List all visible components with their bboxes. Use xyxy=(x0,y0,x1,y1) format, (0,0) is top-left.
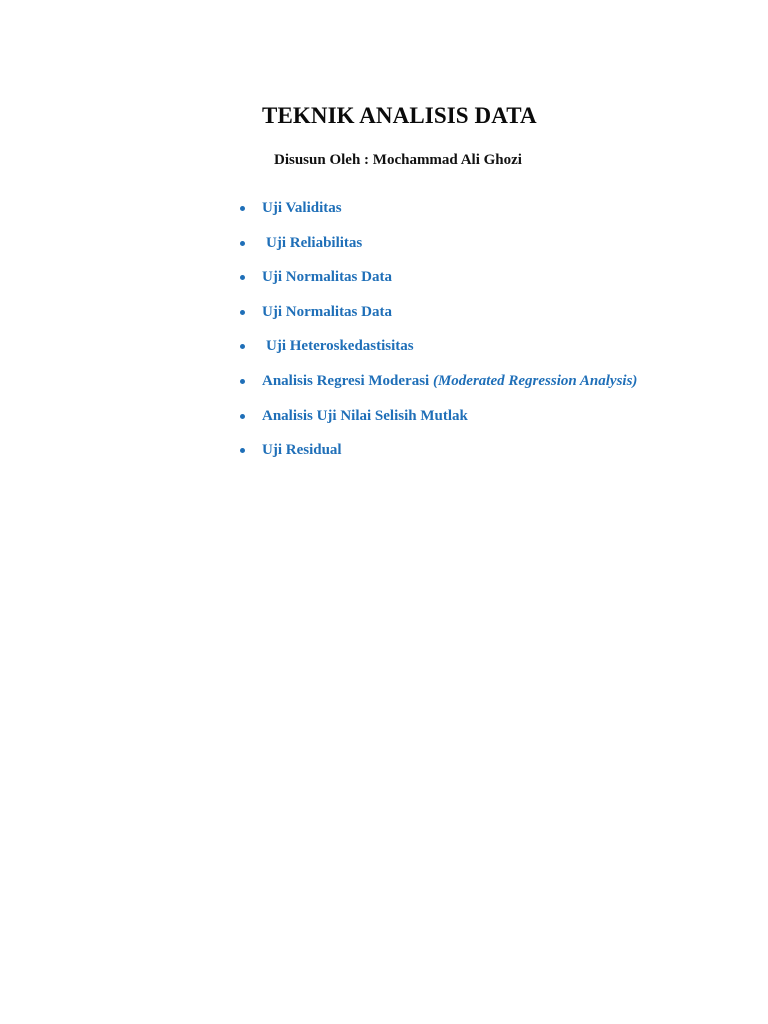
topic-link[interactable]: Uji Reliabilitas xyxy=(266,234,363,251)
bullet-icon xyxy=(240,241,245,246)
bullet-icon xyxy=(240,275,245,280)
bullet-icon xyxy=(240,310,245,315)
author-line: Disusun Oleh : Mochammad Ali Ghozi xyxy=(274,152,522,168)
topic-note: (Moderated Regression Analysis) xyxy=(432,372,638,389)
bullet-icon xyxy=(240,379,245,384)
topic-link[interactable]: Uji Normalitas Data xyxy=(262,303,392,320)
bullet-icon xyxy=(240,448,245,453)
topic-link[interactable]: Uji Validitas xyxy=(262,200,342,216)
bullet-icon xyxy=(240,414,245,419)
topic-link[interactable]: Analisis Uji Nilai Selisih Mutlak xyxy=(262,407,468,424)
topic-link[interactable]: Uji Residual xyxy=(262,442,342,459)
topic-link[interactable]: Uji Heteroskedastisitas xyxy=(266,338,414,355)
topic-link[interactable] xyxy=(262,371,637,391)
topic-label: Analisis Regresi Moderasi xyxy=(262,372,430,389)
bullet-icon xyxy=(240,344,245,349)
topic-link[interactable]: Uji Normalitas Data xyxy=(262,269,392,286)
document-title: TEKNIK ANALISIS DATA xyxy=(262,103,537,128)
bullet-icon xyxy=(240,206,245,211)
